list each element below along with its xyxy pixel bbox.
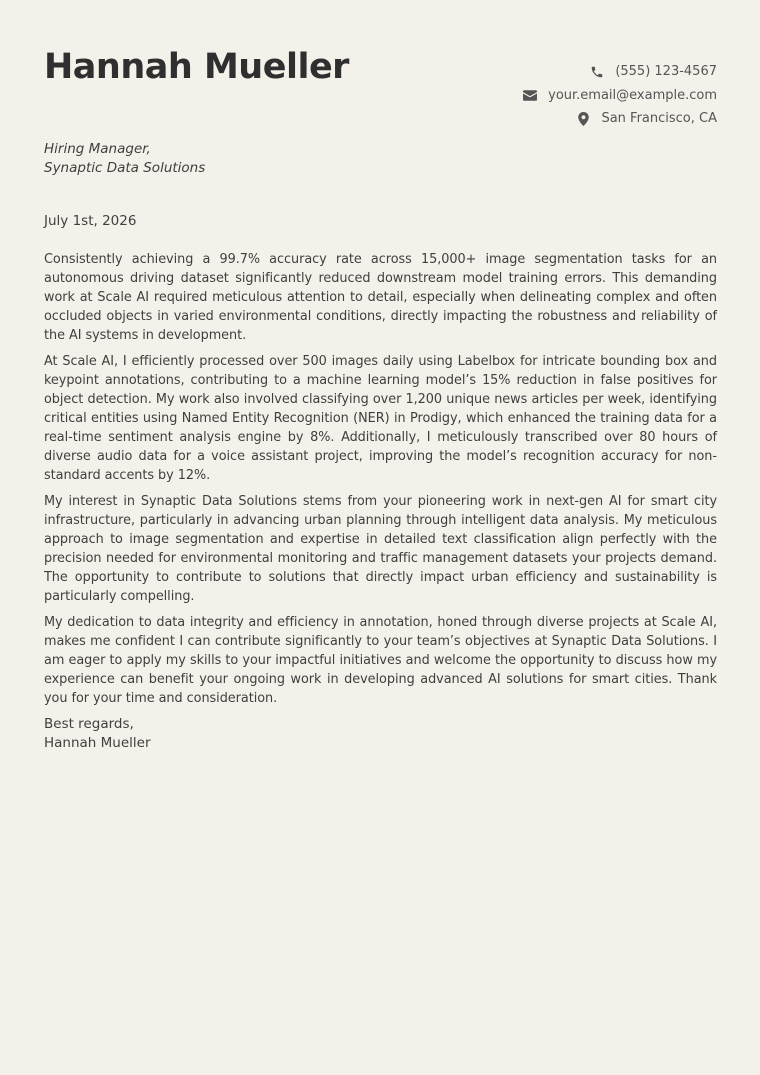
envelope-icon bbox=[522, 87, 538, 103]
contact-email bbox=[522, 84, 717, 108]
contact-phone bbox=[522, 60, 717, 84]
recipient-company: Synaptic Data Solutions bbox=[44, 160, 206, 176]
letter-body bbox=[44, 250, 717, 708]
recipient-title: Hiring Manager, bbox=[44, 141, 151, 157]
phone-icon bbox=[589, 64, 605, 80]
phone-text: (555) 123-4567 bbox=[615, 64, 717, 80]
body-paragraph: Consistently achieving a 99.7% accuracy rate across 15,000+ image segmentation tasks for an autonomous driving dataset significantly reduced downstream model training errors. This demanding work at Scale AI required meticulous attention to detail, especially when delineating complex and often occluded objects in varied environmental conditions, directly impacting the robustness and reliability of the AI systems in development. bbox=[44, 252, 717, 343]
recipient-block bbox=[44, 140, 717, 178]
body-paragraph: My interest in Synaptic Data Solutions stems from your pioneering work in next-gen AI for smart city infrastructure, particularly in advancing urban planning through intelligent data analysis. My meticulous approach to image segmentation and expertise in detailed text classification align perfectly with the precision needed for environmental monitoring and traffic management datasets your projects demand. The opportunity to contribute to solutions that directly impact urban efficiency and sustainability is particularly compelling. bbox=[44, 494, 717, 604]
sender-name: Hannah Mueller bbox=[44, 47, 349, 87]
location-text: San Francisco, CA bbox=[601, 111, 717, 127]
closing-salutation: Best regards, bbox=[44, 716, 134, 732]
closing-block bbox=[44, 715, 717, 753]
closing-signature: Hannah Mueller bbox=[44, 735, 151, 751]
map-pin-icon bbox=[575, 111, 591, 127]
contact-location bbox=[522, 107, 717, 131]
letter-date: July 1st, 2026 bbox=[44, 213, 137, 229]
body-paragraph: At Scale AI, I efficiently processed over 500 images daily using Labelbox for intricate bounding box and keypoint annotations, contributing to a machine learning model’s 15% reduction in false positives for object detection. My work also involved classifying over 1,200 unique news articles per week, identifying critical entities using Named Entity Recognition (NER) in Prodigy, which enhanced the training data for a real-time sentiment analysis engine by 8%. Additionally, I meticulously transcribed over 80 hours of diverse audio data for a voice assistant project, improving the model’s recognition accuracy for non-standard accents by 12%. bbox=[44, 354, 717, 483]
body-paragraph: My dedication to data integrity and efficiency in annotation, honed through diverse projects at Scale AI, makes me confident I can contribute significantly to your team’s objectives at Synaptic Data Solutions. I am eager to apply my skills to your impactful initiatives and welcome the opportunity to discuss how my experience can benefit your ongoing work in developing advanced AI solutions for smart cities. Thank you for your time and consideration. bbox=[44, 615, 717, 706]
email-text: your.email@example.com bbox=[548, 87, 717, 103]
contact-block bbox=[522, 60, 717, 131]
letter-header bbox=[44, 0, 717, 135]
